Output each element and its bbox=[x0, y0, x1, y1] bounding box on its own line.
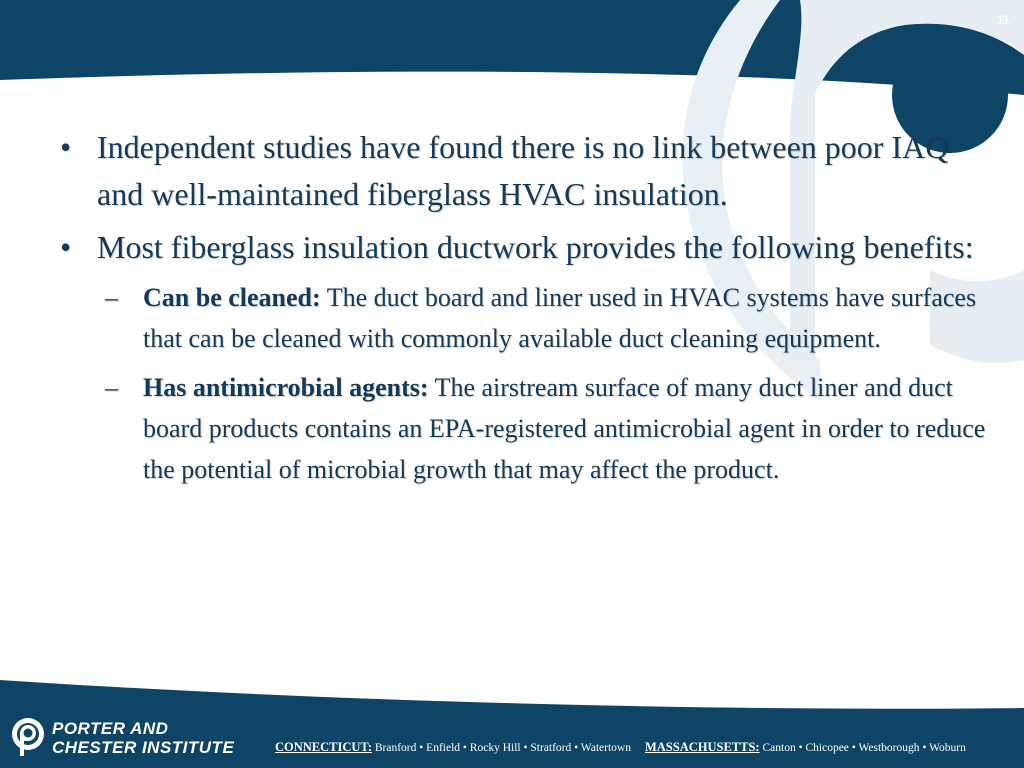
sub-bullet-2-lead: Has antimicrobial agents: bbox=[143, 373, 429, 402]
bullet-marker: • bbox=[60, 229, 72, 265]
porter-chester-logo-icon bbox=[10, 716, 46, 760]
massachusetts-locations: Canton • Chicopee • Westborough • Woburn bbox=[759, 742, 966, 754]
brand-line-1: PORTER AND bbox=[52, 719, 169, 738]
dash-marker: – bbox=[105, 283, 118, 312]
institute-brand bbox=[52, 719, 234, 757]
bullet-2 bbox=[60, 224, 1000, 271]
slide-content bbox=[60, 124, 1000, 498]
sub-bullet-2 bbox=[60, 367, 1000, 490]
dash-marker: – bbox=[105, 373, 118, 402]
bullet-2-text: Most fiberglass insulation ductwork provides the following benefits: bbox=[97, 229, 974, 265]
bullet-1 bbox=[60, 124, 1000, 218]
sub-bullet-1-text: The duct board and liner used in HVAC systems have surfaces that can be cleaned with commonly available duct cleaning equipment. bbox=[143, 283, 977, 353]
sub-bullet-1-lead: Can be cleaned: bbox=[143, 283, 321, 312]
brand-line-2: CHESTER INSTITUTE bbox=[52, 738, 235, 757]
bullet-1-text: Independent studies have found there is no link between poor IAQ and well-maintained fiberglass HVAC insulation. bbox=[97, 129, 949, 212]
bullet-marker: • bbox=[60, 129, 72, 165]
sub-bullet-2-text: The airstream surface of many duct liner and duct board products contains an EPA-registered antimicrobial agent in order to reduce the potential of microbial growth that may affect the product. bbox=[143, 373, 986, 484]
campus-locations bbox=[275, 740, 966, 755]
slide-number: 11 bbox=[996, 12, 1010, 27]
massachusetts-label: MASSACHUSETTS: bbox=[644, 740, 760, 754]
connecticut-label: CONNECTICUT: bbox=[275, 740, 372, 754]
sub-bullet-1 bbox=[60, 277, 1000, 359]
connecticut-locations: Branford • Enfield • Rocky Hill • Stratford • Watertown bbox=[372, 742, 631, 754]
